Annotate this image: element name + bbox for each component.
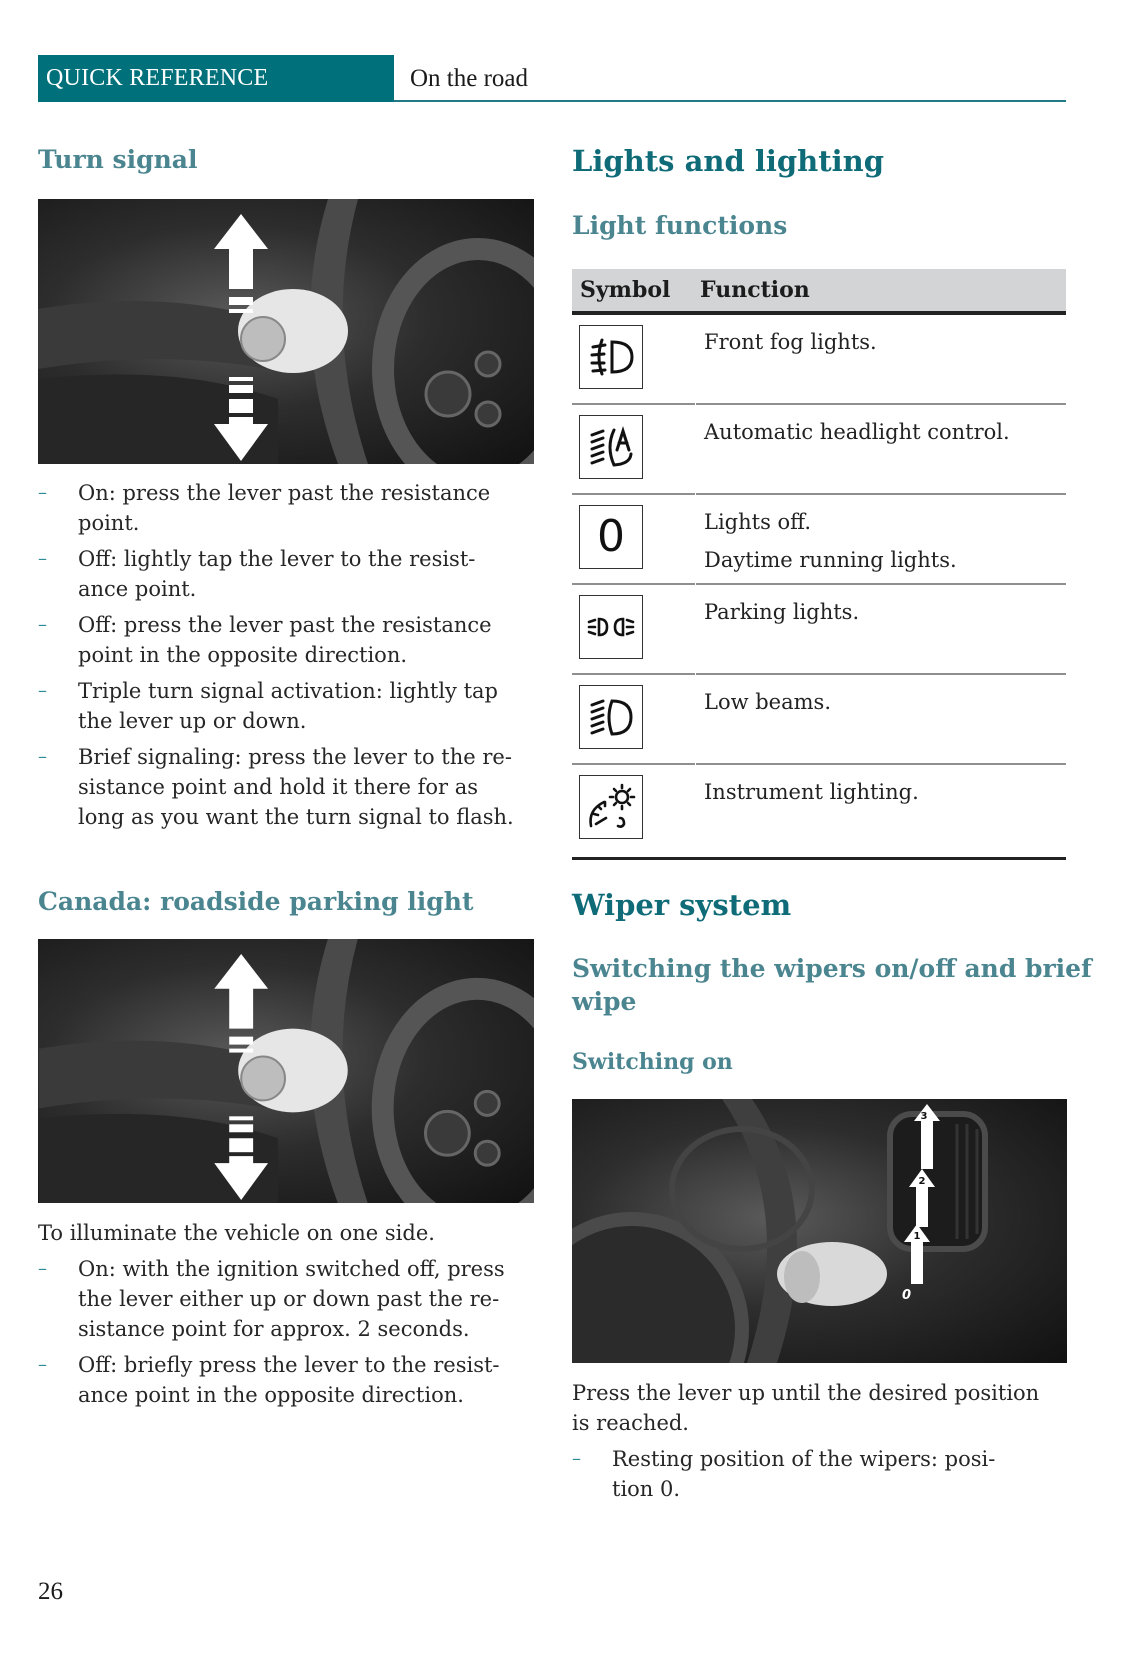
wiper-instruction: Press the lever up until the desired position is reached. xyxy=(572,1381,1040,1435)
turn-signal-lever-image xyxy=(38,199,534,464)
list-item: – Brief signaling: press the lever to the re- sistance point and hold it there for as long as you want the turn signal to flash. xyxy=(38,742,538,832)
parking-light-illustration xyxy=(38,939,534,1203)
svg-text:1: 1 xyxy=(913,1231,921,1242)
table-header xyxy=(572,269,1066,315)
table-row xyxy=(572,405,1066,495)
wiper-subheading: Switching the wipers on/off and brief wipe xyxy=(572,954,1092,1016)
list-item: – On: press the lever past the resistance point. xyxy=(38,478,538,538)
table-row xyxy=(572,675,1066,765)
low-beam-icon xyxy=(579,685,643,749)
dash-bullet: – xyxy=(572,1448,581,1469)
function-text: Instrument lighting. xyxy=(704,780,919,804)
list-item: – Resting position of the wipers: posi- tion 0. xyxy=(572,1444,1072,1504)
col-function: Function xyxy=(700,277,810,303)
list-item: – On: with the ignition switched off, press the lever either up or down past the re- sistance point for approx. 2 seconds. xyxy=(38,1254,538,1344)
turn-signal-illustration xyxy=(38,199,534,464)
lights-off-icon: 0 xyxy=(579,505,643,569)
col-symbol: Symbol xyxy=(580,277,671,303)
wiper-heading: Wiper system xyxy=(572,888,792,922)
parking-lights-icon xyxy=(579,595,643,659)
table-row xyxy=(572,495,1066,585)
dash-bullet: – xyxy=(38,680,47,701)
list-item: – Triple turn signal activation: lightly tap the lever up or down. xyxy=(38,676,538,736)
dash-bullet: – xyxy=(38,614,47,635)
light-functions-table xyxy=(572,269,1066,860)
table-end-rule xyxy=(572,857,1066,860)
dash-bullet: – xyxy=(38,1354,47,1375)
function-text: Automatic headlight control. xyxy=(704,420,1010,444)
wiper-illustration xyxy=(572,1099,1067,1363)
page-number: 26 xyxy=(38,1578,63,1605)
wiper-lever-image xyxy=(572,1099,1067,1363)
turn-signal-heading: Turn signal xyxy=(38,145,198,174)
table-row xyxy=(572,765,1066,853)
dash-bullet: – xyxy=(38,482,47,503)
table-row xyxy=(572,315,1066,405)
dash-bullet: – xyxy=(38,548,47,569)
header-rule xyxy=(394,100,1066,102)
function-text: Parking lights. xyxy=(704,600,860,624)
function-text: Daytime running lights. xyxy=(704,548,957,572)
chapter-band: QUICK REFERENCE xyxy=(38,55,394,102)
svg-text:3: 3 xyxy=(920,1111,928,1122)
parking-light-intro: To illuminate the vehicle on one side. xyxy=(38,1221,435,1245)
light-functions-heading: Light functions xyxy=(572,211,788,240)
list-item: – Off: lightly tap the lever to the resist- ance point. xyxy=(38,544,538,604)
function-text: Lights off. xyxy=(704,510,812,534)
svg-text:0: 0 xyxy=(902,1288,912,1303)
wiper-text xyxy=(572,1378,1072,1510)
turn-signal-list xyxy=(38,478,538,838)
front-fog-light-icon xyxy=(579,325,643,389)
list-item: – Off: press the lever past the resistance point in the opposite direction. xyxy=(38,610,538,670)
parking-light-text xyxy=(38,1218,538,1416)
parking-light-lever-image xyxy=(38,939,534,1203)
parking-light-heading: Canada: roadside parking light xyxy=(38,887,474,916)
dash-bullet: – xyxy=(38,746,47,767)
instrument-lighting-icon xyxy=(579,775,643,839)
dash-bullet: – xyxy=(38,1258,47,1279)
function-text: Low beams. xyxy=(704,690,831,714)
lights-heading: Lights and lighting xyxy=(572,144,885,178)
auto-headlight-icon xyxy=(579,415,643,479)
table-row xyxy=(572,585,1066,675)
list-item: – Off: briefly press the lever to the resist- ance point in the opposite direction. xyxy=(38,1350,538,1410)
function-text: Front fog lights. xyxy=(704,330,877,354)
svg-text:2: 2 xyxy=(918,1176,926,1187)
switching-on-heading: Switching on xyxy=(572,1049,733,1075)
section-title: On the road xyxy=(410,65,529,92)
